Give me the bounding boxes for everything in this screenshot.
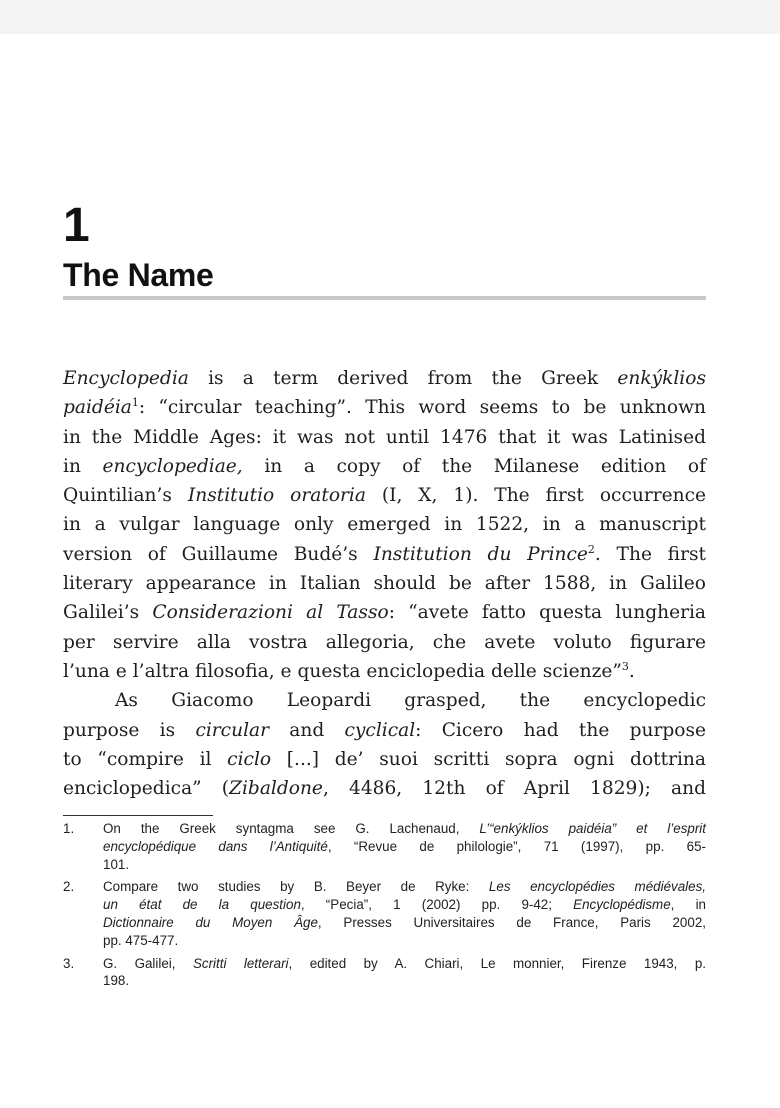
footnote-line — [103, 972, 706, 990]
italic-text: Zibaldone — [229, 778, 323, 800]
text-run: purpose is — [63, 719, 196, 741]
footnote-line — [103, 820, 706, 838]
italic-text: Encyclopédisme — [573, 897, 671, 913]
italic-text: Institution du Prince — [373, 543, 588, 565]
italic-text: Les encyclopédies médiévales, — [488, 879, 706, 895]
italic-text: Considerazioni al Tasso — [152, 602, 389, 624]
text-run: , “Pecia”, 1 (2002) pp. 9-42; — [300, 897, 574, 913]
text-run: to “compire il — [63, 748, 228, 770]
text-run: Compare two studies by B. Beyer de Ryke: — [103, 879, 489, 895]
italic-text: encyclopédique dans l’Antiquité — [103, 838, 328, 854]
text-run: in — [63, 455, 103, 477]
page-top-margin — [0, 0, 780, 34]
text-run: l’una e l’altra filosofia, e questa enciclopedia delle scienze” — [63, 660, 622, 682]
footnote-3 — [63, 955, 706, 991]
text-run: per servire alla vostra allegoria, che avete voluto figurare — [63, 631, 706, 653]
chapter-number: 1 — [63, 199, 90, 252]
footnote-line — [103, 856, 706, 874]
text-run: in a copy of the Milanese edition of — [242, 455, 706, 477]
text-run: , “Revue de philologie”, 71 (1997), pp. 65- — [327, 838, 706, 854]
italic-text: L’“enkýklios paidéia” et l’esprit — [479, 821, 706, 836]
footnote-line — [103, 838, 706, 856]
paragraph-2-line — [63, 774, 706, 803]
text-run: is a term derived from the Greek — [188, 368, 618, 389]
text-run: enciclopedica” ( — [63, 778, 230, 800]
text-run: : Cicero had the purpose — [415, 719, 706, 741]
paragraph-1-line — [63, 657, 706, 686]
text-run: : “avete fatto questa lungheria — [388, 602, 706, 624]
italic-text: un état de la question — [103, 897, 301, 913]
footnote-marker[interactable]: 1 — [131, 396, 139, 410]
footnote-number: 3. — [63, 955, 75, 971]
footnote-line — [103, 878, 706, 896]
paragraph-1-line — [63, 540, 706, 569]
paragraph-1-line — [63, 393, 706, 422]
text-run: [...] de’ suoi scritti sopra ogni dottrina — [271, 748, 706, 770]
paragraph-2-line — [63, 716, 706, 745]
italic-text: Institutio oratoria — [187, 485, 366, 507]
italic-text: encyclopediae, — [102, 455, 243, 477]
body-text — [63, 364, 706, 803]
footnote-line — [103, 896, 706, 914]
italic-text: circular — [195, 719, 269, 741]
text-run: 101. — [103, 856, 130, 872]
text-run: Quintilian’s — [63, 485, 188, 507]
italic-text: ciclo — [227, 748, 272, 770]
text-run: . The first — [594, 543, 706, 565]
footnote-1 — [63, 820, 706, 873]
footnote-line — [103, 932, 706, 950]
footnotes — [63, 820, 706, 995]
footnote-separator — [63, 815, 213, 816]
paragraph-1-line — [63, 598, 706, 627]
paragraph-1-line — [63, 423, 706, 452]
paragraph-1-line — [63, 364, 706, 393]
paragraph-1-line — [63, 452, 706, 481]
text-run: and — [269, 719, 345, 741]
footnote-number: 1. — [63, 821, 75, 836]
text-run: : “circular teaching”. This word seems to be unknown — [138, 397, 706, 419]
text-run: (I, X, 1). The first occurrence — [365, 485, 706, 507]
chapter-title: The Name — [63, 257, 214, 293]
text-run: Galilei’s — [63, 602, 153, 624]
footnote-number: 2. — [63, 879, 75, 895]
italic-text: Dictionnaire du Moyen Âge — [103, 914, 318, 930]
italic-text: cyclical — [344, 719, 416, 741]
text-run: version of Guillaume Budé’s — [63, 543, 374, 565]
footnote-line — [103, 955, 706, 973]
title-underline-rule — [63, 296, 706, 300]
footnote-marker[interactable]: 2 — [587, 542, 595, 556]
paragraph-2-line — [63, 686, 706, 715]
paragraph-1-line — [63, 481, 706, 510]
paragraph-1-line — [63, 628, 706, 657]
text-run: , Presses Universitaires de France, Paris 2002, — [317, 914, 706, 930]
footnote-marker[interactable]: 3 — [621, 659, 629, 673]
italic-text: Encyclopedia — [63, 368, 189, 389]
text-run: . — [628, 660, 635, 682]
paragraph-1-line — [63, 510, 706, 539]
text-run: On the Greek syntagma see G. Lachenaud, — [103, 821, 480, 836]
text-run: G. Galilei, — [103, 955, 193, 971]
text-run: , 4486, 12th of April 1829); and — [322, 778, 706, 800]
italic-text: enkýklios — [617, 368, 706, 389]
paragraph-1-line — [63, 569, 706, 598]
italic-text: paidéia — [63, 397, 132, 419]
footnote-line — [103, 914, 706, 932]
paragraph-2-line — [63, 745, 706, 774]
footnote-2 — [63, 878, 706, 949]
italic-text: Scritti letterari — [192, 955, 289, 971]
text-run: literary appearance in Italian should be after 1588, in Galileo — [63, 573, 706, 595]
text-run: in the Middle Ages: it was not until 1476 that it was Latinised — [63, 426, 706, 448]
text-run: , edited by A. Chiari, Le monnier, Firenze 1943, p. — [288, 955, 706, 971]
text-run: , in — [670, 897, 706, 913]
text-run: in a vulgar language only emerged in 1522, in a manuscript — [63, 514, 706, 536]
text-run: As Giacomo Leopardi grasped, the encyclopedic — [115, 690, 706, 712]
text-run: pp. 475-477. — [103, 932, 179, 948]
text-run: 198. — [103, 973, 130, 989]
